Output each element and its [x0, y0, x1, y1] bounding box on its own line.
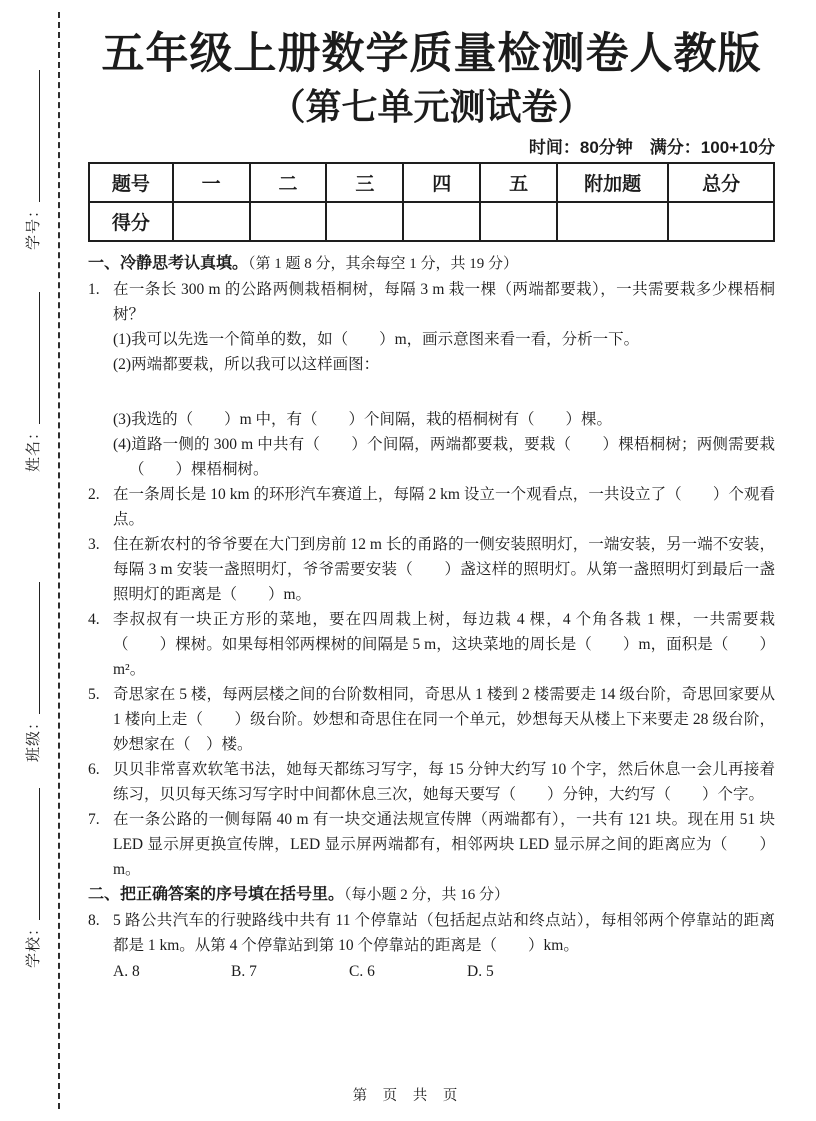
question-item: [88, 277, 775, 482]
score-cell-empty: [173, 202, 250, 241]
question-text: 5 路公共汽车的行驶路线中共有 11 个停靠站（包括起点站和终点站），每相邻两个停靠站的距离都是 1 km。从第 4 个停靠站到第 10 个停靠站的距离是（ ）km。: [113, 912, 775, 954]
question-body: [113, 908, 775, 984]
question-text: 奇思家在 5 楼，每两层楼之间的台阶数相同，奇思从 1 楼到 2 楼需要走 14 级台阶，奇思回家要从 1 楼向上走（ ）级台阶。妙想和奇思住在同一个单元，妙想每天从楼上下来要走 28 级台阶，妙想家在（ ）楼。: [113, 686, 775, 753]
score-table-column-header: 一: [173, 163, 250, 202]
page-footer: 第 页 共 页: [352, 1088, 464, 1104]
section-heading-points: （每小题 2 分，共 16 分）: [344, 887, 510, 903]
question-item: [88, 607, 775, 682]
question-text: 贝贝非常喜欢软笔书法，她每天都练习写字，每 15 分钟大约写 10 个字，然后休息一会儿再接着练习，贝贝每天练习写字时中间都休息三次，她每天要写（ ）分钟，大约写（ ）个字。: [113, 761, 775, 803]
score-table-score-row: [89, 202, 774, 241]
score-table-column-header: 附加题: [557, 163, 668, 202]
answer-option: B. 7: [231, 963, 257, 980]
question-item: [88, 682, 775, 757]
question-number: 7.: [88, 811, 100, 828]
fold-dashed-line: [58, 12, 60, 1109]
class-label: 班级：: [26, 713, 42, 762]
score-table-column-header: 三: [326, 163, 403, 202]
question-body: [113, 277, 775, 482]
score-table-column-header: 总分: [668, 163, 774, 202]
question-body: [113, 607, 775, 682]
answer-option: C. 6: [349, 963, 375, 980]
question-body: [113, 682, 775, 757]
question-number: 4.: [88, 611, 100, 628]
student-name-blank-line: [12, 292, 40, 424]
score-cell-empty: [668, 202, 774, 241]
section-heading-title: 一、冷静思考认真填。: [88, 255, 249, 272]
answer-option: D. 5: [467, 963, 494, 980]
question-subpart: (2)两端都要栽，所以我可以这样画图：: [113, 356, 380, 373]
student-name-label: 姓名：: [26, 423, 42, 472]
score-cell-empty: [557, 202, 668, 241]
section-heading-title: 二、把正确答案的序号填在括号里。: [88, 886, 345, 903]
section-heading: [88, 251, 775, 277]
student-id-blank-line: [12, 70, 40, 202]
class-blank-line: [12, 582, 40, 714]
section-heading-points: （第 1 题 8 分，其余每空 1 分，共 19 分）: [248, 256, 519, 272]
paper-subtitle: （第七单元测试卷）: [269, 86, 594, 127]
paper-title: 五年级上册数学质量检测卷人教版: [101, 30, 762, 78]
question-item: [88, 482, 775, 532]
score-table-column-header: 二: [250, 163, 327, 202]
school-label: 学校：: [26, 919, 42, 968]
score-table-header-row: [89, 163, 774, 202]
question-body: [113, 532, 775, 607]
answer-options: [113, 959, 775, 984]
score-cell-empty: [403, 202, 480, 241]
score-cell-empty: [326, 202, 403, 241]
score-table: [88, 162, 775, 242]
question-number: 6.: [88, 761, 100, 778]
question-number: 2.: [88, 486, 100, 503]
question-number: 5.: [88, 686, 100, 703]
question-area: [88, 251, 775, 984]
question-text: 在一条公路的一侧每隔 40 m 有一块交通法规宣传牌（两端都有），一共有 121 块。现在用 51 块 LED 显示屏更换宣传牌，LED 显示屏两端都有，相邻两块 LED 显示屏之间的距离应为（ ）m。: [113, 811, 775, 878]
question-body: [113, 482, 775, 532]
question-body: [113, 757, 775, 807]
school-blank-line: [12, 788, 40, 920]
score-table-column-header: 四: [403, 163, 480, 202]
score-cell-empty: [480, 202, 557, 241]
section-heading: [88, 882, 775, 908]
student-id-label: 学号：: [26, 201, 42, 250]
question-number: 3.: [88, 536, 100, 553]
score-row-label: 得分: [89, 202, 173, 241]
answer-option: A. 8: [113, 963, 140, 980]
student-name-field: [15, 292, 43, 472]
question-body: [113, 807, 775, 882]
exam-time-score-info: 时间：80分钟 满分：100+10分: [528, 138, 775, 157]
student-id-field: [15, 70, 43, 250]
score-table-corner-label: 题号: [89, 163, 173, 202]
question-text: 住在新农村的爷爷要在大门到房前 12 m 长的甬路的一侧安装照明灯，一端安装，另一端不安装，每隔 3 m 安装一盏照明灯，爷爷需要安装（ ）盏这样的照明灯。从第一盏照明灯到最后一盏照明灯的距离是（ ）m。: [113, 536, 775, 603]
question-item: [88, 532, 775, 607]
question-item: [88, 908, 775, 984]
question-text: 在一条长 300 m 的公路两侧栽梧桐树，每隔 3 m 栽一棵（两端都要栽），一共需要栽多少棵梧桐树？: [113, 281, 775, 323]
score-cell-empty: [250, 202, 327, 241]
content-column: [88, 0, 775, 984]
question-number: 8.: [88, 912, 100, 929]
question-subpart: (1)我可以先选一个简单的数，如（ ）m，画示意图来看一看，分析一下。: [113, 331, 640, 348]
question-text: 李叔叔有一块正方形的菜地，要在四周栽上树，每边栽 4 棵，4 个角各栽 1 棵，一共需要栽（ ）棵树。如果每相邻两棵树的间隔是 5 m，这块菜地的周长是（ ）m，面积是（ ）m²。: [113, 611, 775, 678]
score-table-column-header: 五: [480, 163, 557, 202]
question-item: [88, 757, 775, 807]
question-subpart: (4)道路一侧的 300 m 中共有（ ）个间隔，两端都要栽，要栽（ ）棵梧桐树；两侧需要栽（ ）棵梧桐树。: [113, 436, 775, 478]
class-field: [15, 582, 43, 762]
question-number: 1.: [88, 281, 100, 298]
question-text: 在一条周长是 10 km 的环形汽车赛道上，每隔 2 km 设立一个观看点，一共设立了（ ）个观看点。: [113, 486, 775, 528]
question-item: [88, 807, 775, 882]
question-subpart: (3)我选的（ ）m 中，有（ ）个间隔，栽的梧桐树有（ ）棵。: [113, 411, 613, 428]
school-field: [15, 788, 43, 968]
